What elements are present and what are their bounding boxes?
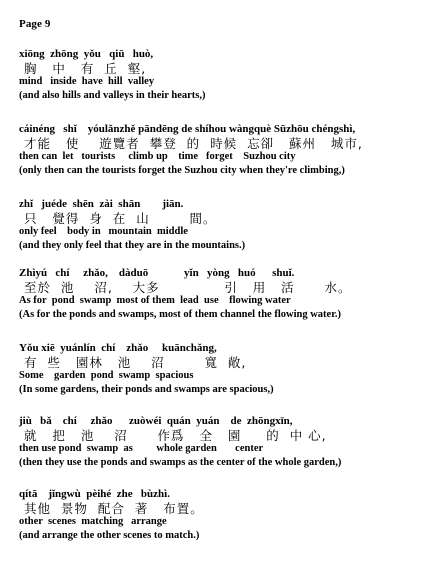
hanzi-line: 才能 使 遊覽者 攀登 的 時候 忘卻 蘇州 城市, [19,135,363,151]
verse-block-6 [19,415,419,469]
translation-line: (then they use the ponds and swamps as the center of the whole garden,) [19,456,342,468]
gloss-line: only feel body in mountain middle [19,226,188,237]
translation-line: (In some gardens, their ponds and swamps are spacious,) [19,383,274,395]
hanzi-line: 有 些 園林 池 沼 寬 敞, [19,354,247,370]
gloss-line: mind inside have hill valley [19,76,155,87]
hanzi-line: 只 覺得 身 在 山 間。 [19,210,217,226]
hanzi-line: 其他 景物 配合 著 布置。 [19,500,204,516]
verse-block-5 [19,342,419,396]
verse-block-2 [19,123,419,177]
pinyin-line: xiōng zhōng yǒu qiū huò, [19,48,154,60]
hanzi-line: 至於 池 沼, 大多 引 用 活 水。 [19,279,352,295]
gloss-line: Some garden pond swamp spacious [19,370,194,381]
verse-block-7 [19,488,419,542]
gloss-line: then can let tourists climb up time forget Suzhou city [19,151,296,162]
pinyin-line: qítā jǐngwù pèihé zhe bùzhì. [19,488,170,500]
translation-line: (and also hills and valleys in their hearts,) [19,89,206,101]
gloss-line: As for pond swamp most of them lead use flowing water [19,295,291,306]
verse-block-3 [19,198,419,252]
hanzi-line: 就 把 池 沼 作爲 全 園 的 中 心, [19,427,327,443]
pinyin-line: Yǒu xiē yuánlín chí zhǎo kuānchǎng, [19,342,217,354]
gloss-line: other scenes matching arrange [19,516,167,527]
hanzi-line: 胸 中 有 丘 壑, [19,60,147,76]
pinyin-line: jiù bǎ chí zhǎo zuòwéi quán yuán de zhōngxīn, [19,415,293,427]
page-title: Page 9 [19,18,51,30]
pinyin-line: Zhìyú chí zhǎo, dàduō yǐn yòng huó shuǐ. [19,267,295,279]
verse-block-1 [19,48,419,102]
pinyin-line: cáinéng shǐ yóulǎnzhě pāndēng de shíhou wàngquè Sūzhōu chéngshì, [19,123,356,135]
verse-block-4 [19,267,419,321]
pinyin-line: zhǐ juéde shēn zài shān jiān. [19,198,184,210]
translation-line: (As for the ponds and swamps, most of them channel the flowing water.) [19,308,342,320]
translation-line: (and arrange the other scenes to match.) [19,529,200,541]
translation-line: (and they only feel that they are in the mountains.) [19,239,246,251]
translation-line: (only then can the tourists forget the Suzhou city when they're climbing,) [19,164,345,176]
gloss-line: then use pond swamp as whole garden center [19,443,264,454]
